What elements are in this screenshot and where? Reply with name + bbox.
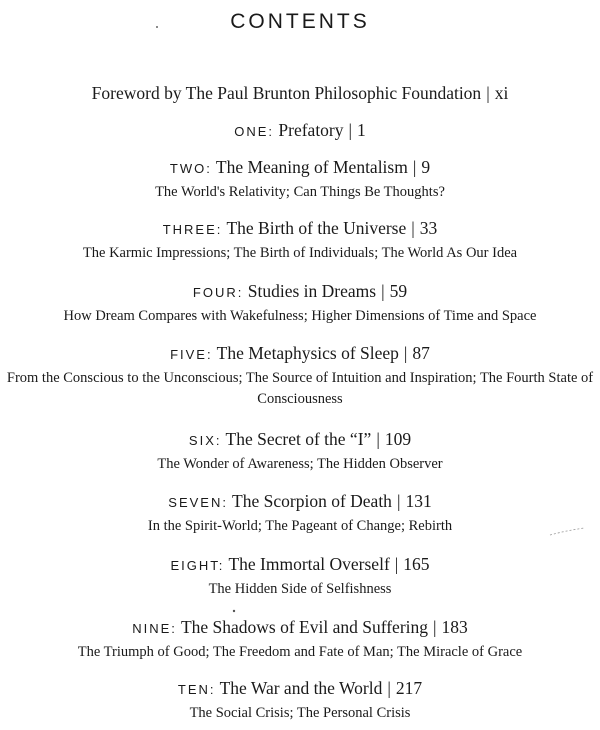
toc-heading (0, 342, 600, 366)
chapter-title: The Birth of the Universe (226, 218, 407, 238)
toc-page-number: 87 (412, 343, 430, 363)
toc-entry-chapter-3 (0, 217, 600, 264)
chapter-number: FIVE: (170, 347, 213, 362)
toc-entry-chapter-10 (0, 677, 600, 724)
chapter-title: The Meaning of Mentalism (215, 157, 408, 177)
toc-entry-chapter-1 (0, 119, 600, 143)
toc-title: Foreword by The Paul Brunton Philosophic Foundation (91, 83, 482, 103)
scan-dot-mark (231, 608, 237, 614)
toc-page-number: 165 (403, 554, 430, 574)
toc-entry-chapter-5 (0, 342, 600, 410)
toc-heading (0, 553, 600, 577)
chapter-subtopics: From the Conscious to the Unconscious; The Source of Intuition and Inspiration; The Fourth State of Consciousness (6, 370, 594, 407)
chapter-subtopics: In the Spirit-World; The Pageant of Change; Rebirth (147, 518, 453, 534)
chapter-subtopics: The Hidden Side of Selfishness (208, 581, 392, 597)
toc-page-number: 183 (441, 617, 468, 637)
toc-entry-chapter-6 (0, 428, 600, 475)
toc-separator: | (376, 429, 380, 449)
toc-entry-chapter-2 (0, 156, 600, 203)
toc-entry-foreword (0, 82, 600, 104)
chapter-title: The Shadows of Evil and Suffering (180, 617, 429, 637)
chapter-subtopics: The Wonder of Awareness; The Hidden Observer (157, 456, 443, 472)
toc-separator: | (387, 678, 391, 698)
toc-heading (0, 490, 600, 514)
toc-page-number: 9 (421, 157, 431, 177)
chapter-subtopics: The Triumph of Good; The Freedom and Fate of Man; The Miracle of Grace (77, 644, 523, 660)
toc-separator: | (411, 218, 415, 238)
toc-separator: | (433, 617, 437, 637)
toc-separator: | (412, 157, 417, 177)
chapter-number: THREE: (162, 222, 223, 237)
toc-entry-chapter-8 (0, 553, 600, 600)
toc-heading (0, 677, 600, 701)
chapter-number: TWO: (169, 161, 212, 176)
chapter-number: TEN: (177, 682, 216, 697)
toc-entry-chapter-4 (0, 280, 600, 327)
chapter-number: NINE: (132, 621, 177, 636)
toc-page-number: 109 (384, 429, 412, 449)
chapter-number: FOUR: (192, 285, 244, 300)
chapter-number: EIGHT: (170, 558, 225, 573)
chapter-subtopics: The Social Crisis; The Personal Crisis (189, 705, 411, 721)
toc-entry-chapter-9 (0, 616, 600, 663)
chapter-number: SEVEN: (168, 495, 228, 510)
toc-separator: | (396, 491, 401, 511)
toc-page-number: xi (494, 83, 509, 103)
toc-separator: | (486, 83, 490, 103)
chapter-subtopics: The Karmic Impressions; The Birth of Individuals; The World As Our Idea (82, 245, 518, 261)
toc-heading (0, 616, 600, 640)
toc-page-number: 217 (395, 678, 423, 698)
toc-heading (0, 428, 600, 452)
chapter-title: Studies in Dreams (247, 281, 377, 301)
toc-separator: | (394, 554, 399, 574)
chapter-title: The Metaphysics of Sleep (216, 343, 399, 363)
toc-heading (0, 217, 600, 241)
toc-heading (0, 119, 600, 143)
toc-heading (0, 82, 600, 104)
chapter-title: The Immortal Overself (228, 554, 390, 574)
chapter-number: SIX: (188, 433, 222, 448)
page-title: CONTENTS (230, 10, 370, 33)
chapter-title: The Secret of the “I” (225, 429, 372, 449)
chapter-title: Prefatory (278, 120, 344, 140)
chapter-title: The War and the World (219, 678, 383, 698)
toc-page-number: 59 (389, 281, 408, 301)
toc-page-number: 33 (419, 218, 438, 238)
scan-dot-mark (154, 24, 160, 30)
toc-entry-chapter-7 (0, 490, 600, 537)
scan-speck-mark (548, 525, 588, 539)
toc-page-number: 1 (357, 120, 366, 140)
toc-page-number: 131 (405, 491, 432, 511)
chapter-number: ONE: (234, 124, 275, 139)
toc-separator: | (403, 343, 408, 363)
chapter-subtopics: The World's Relativity; Can Things Be Thoughts? (155, 184, 445, 200)
toc-heading (0, 280, 600, 304)
toc-separator: | (381, 281, 385, 301)
chapter-title: The Scorpion of Death (232, 491, 392, 511)
toc-separator: | (348, 120, 353, 140)
chapter-subtopics: How Dream Compares with Wakefulness; Higher Dimensions of Time and Space (63, 308, 537, 324)
toc-heading (0, 156, 600, 180)
